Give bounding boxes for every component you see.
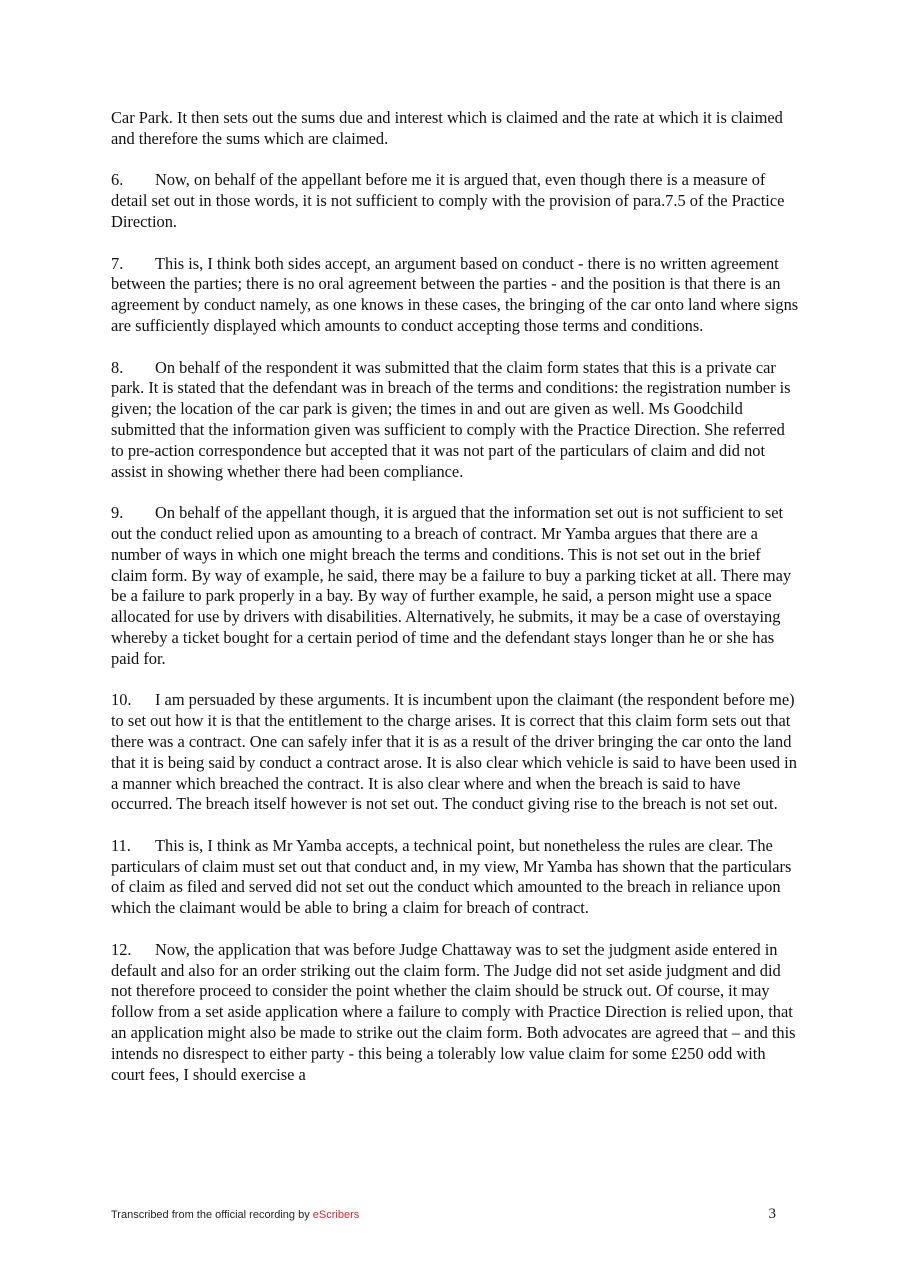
document-body — [111, 108, 801, 1106]
page-number: 3 — [768, 1206, 776, 1222]
paragraph-text: On behalf of the appellant though, it is argued that the information set out is not sufficient to set out the conduct relied upon as amounting to a breach of contract. Mr Yamba argues that there are a number of ways in which one might breach the terms and conditions. This is not set out in the brief claim form. By way of example, he said, there may be a failure to buy a parking ticket at all. There may be a failure to park properly in a bay. By way of further example, he said, a person might use a space allocated for use by drivers with disabilities. Alternatively, he submits, it may be a case of overstaying whereby a ticket bought for a certain period of time and the defendant stays longer than he or she has paid for. — [111, 503, 792, 668]
paragraph-text: This is, I think both sides accept, an argument based on conduct - there is no written agreement between the parties; there is no oral agreement between the parties - and the position is that there is an agreement by conduct namely, as one knows in these cases, the bringing of the car onto land where signs are sufficiently displayed which amounts to conduct accepting those terms and conditions. — [111, 253, 799, 335]
paragraph-number: 12. — [111, 939, 132, 959]
paragraph-text: This is, I think as Mr Yamba accepts, a technical point, but nonetheless the rules are clear. The particulars of claim must set out that conduct and, in my view, Mr Yamba has shown that the particulars of claim as filed and served did not set out the conduct which amounted to the breach in reliance upon which the claimant would be able to bring a claim for breach of contract. — [111, 835, 792, 918]
paragraph-text: Now, the application that was before Judge Chattaway was to set the judgment aside entered in default and also for an order striking out the claim form. The Judge did not set aside judgment and did not therefore proceed to consider the point whether the claim should be struck out. Of course, it may follow from a set aside application where a failure to comply with Practice Direction is relied upon, that an application might also be made to strike out the claim form. Both advocates are agreed that – and this intends no disrespect to either party - this being a tolerably low value claim for some £250 odd with court fees, I should exercise a — [111, 939, 796, 1084]
paragraph-number: 6. — [111, 170, 124, 190]
paragraph-7 — [111, 254, 801, 337]
paragraph-10 — [111, 690, 801, 815]
paragraph-8 — [111, 358, 801, 483]
paragraph-continuation — [111, 108, 801, 150]
transcription-credit — [111, 1209, 359, 1221]
paragraph-number: 8. — [111, 357, 124, 377]
paragraph-number: 10. — [111, 690, 132, 710]
paragraph-number: 9. — [111, 503, 124, 523]
paragraph-text: On behalf of the respondent it was submitted that the claim form states that this is a private car park. It is stated that the defendant was in breach of the terms and conditions: the registration number is given; the location of the car park is given; the times in and out are given as well. Ms Goodchild submitted that the information given was sufficient to comply with the Practice Direction. She referred to pre-action correspondence but accepted that it was not part of the particulars of claim and did not assist in showing whether there had been compliance. — [111, 357, 791, 481]
credit-prefix: Transcribed from the official recording by — [111, 1209, 313, 1221]
page-footer — [111, 1208, 776, 1224]
paragraph-number: 11. — [111, 835, 131, 855]
escribers-brand: eScribers — [312, 1209, 360, 1221]
paragraph-text: Car Park. It then sets out the sums due and interest which is claimed and the rate at which it is claimed and therefore the sums which are claimed. — [111, 108, 783, 148]
paragraph-9 — [111, 503, 801, 669]
paragraph-6 — [111, 170, 801, 232]
paragraph-11 — [111, 836, 801, 919]
paragraph-text: I am persuaded by these arguments. It is incumbent upon the claimant (the respondent before me) to set out how it is that the entitlement to the charge arises. It is correct that this claim form sets out that there was a contract. One can safely infer that it is as a result of the driver bringing the car onto the land that it is being said by conduct a contract arose. It is also clear which vehicle is said to have been used in a manner which breached the contract. It is also clear where and when the breach is said to have occurred. The breach itself however is not set out. The conduct giving rise to the breach is not set out. — [111, 690, 797, 814]
paragraph-12 — [111, 940, 801, 1086]
paragraph-number: 7. — [111, 253, 124, 273]
paragraph-text: Now, on behalf of the appellant before me it is argued that, even though there is a measure of detail set out in those words, it is not sufficient to comply with the provision of para.7.5 of the Practice Direction. — [111, 170, 785, 231]
